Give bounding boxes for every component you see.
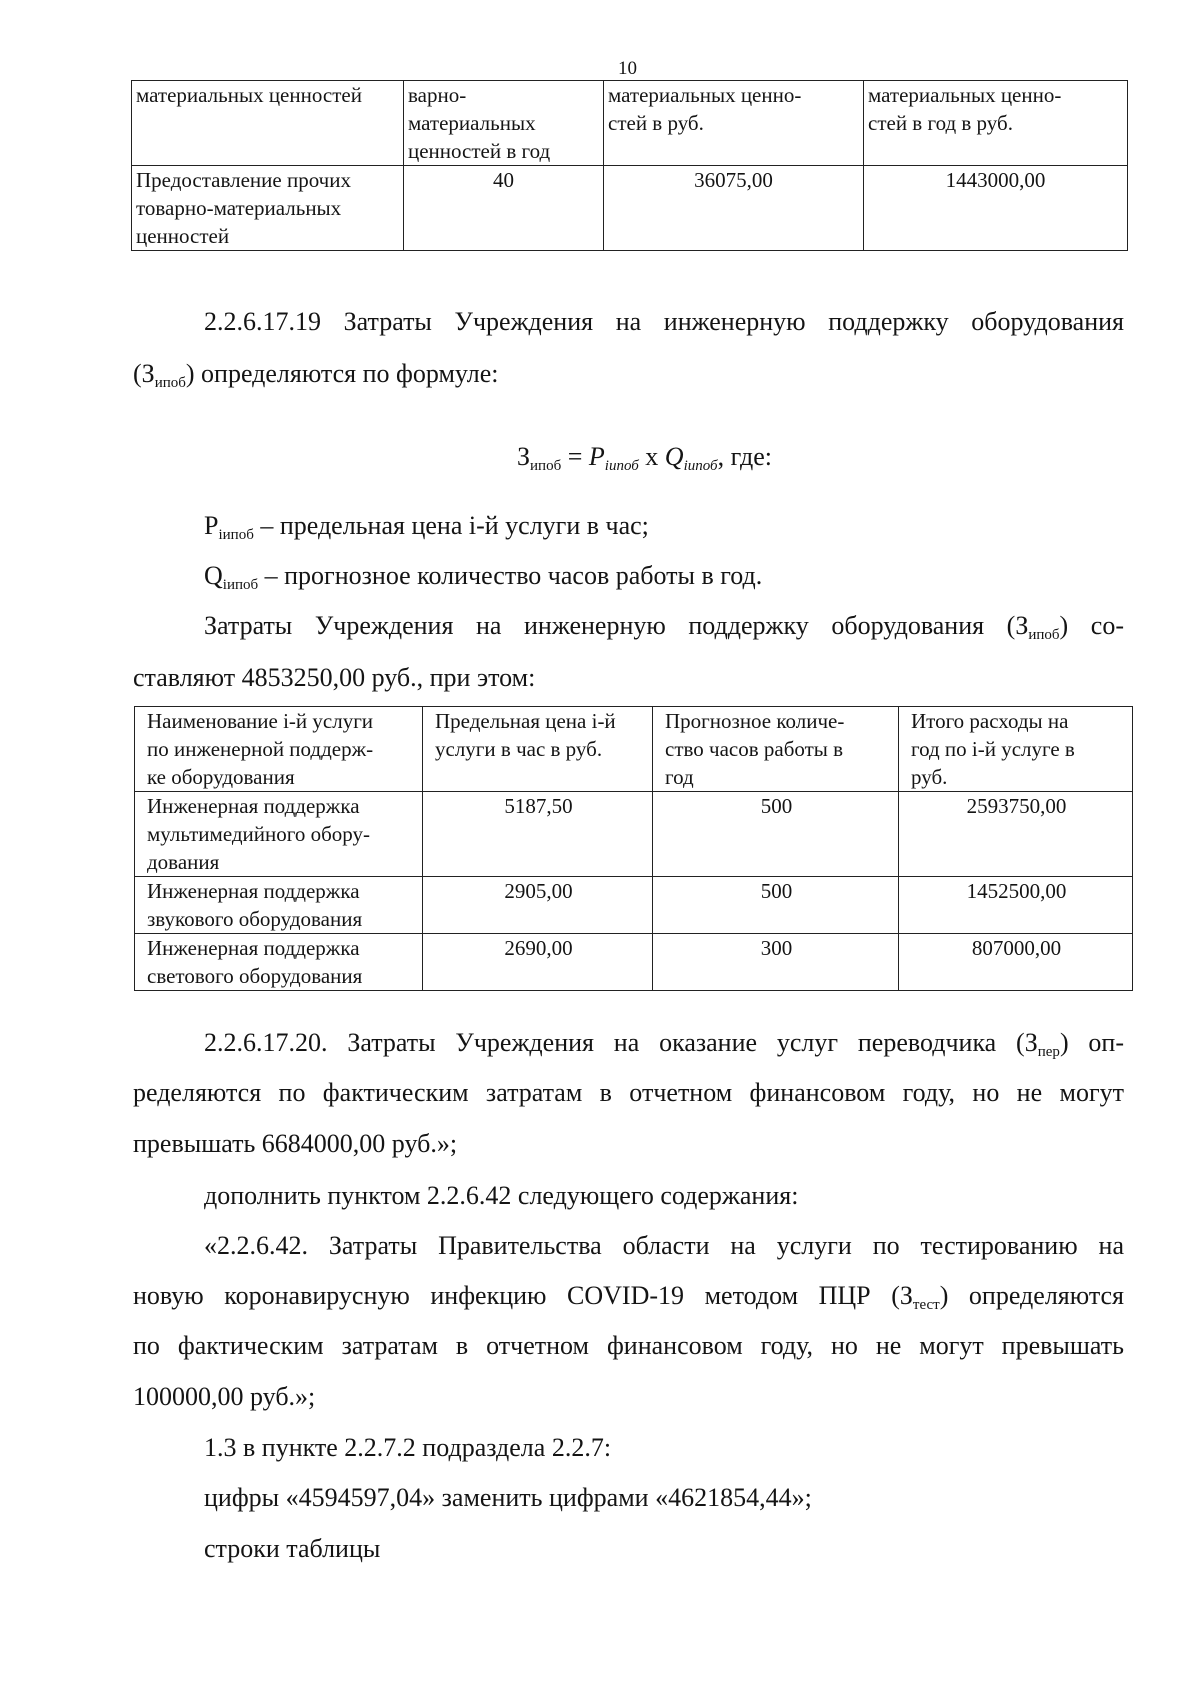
table-cell: 2905,00: [423, 877, 653, 934]
table-row: [132, 81, 1128, 166]
table-header-cell: Итого расходы на год по i-й услуге в руб.: [899, 707, 1133, 792]
formula: $З_{ипоб} = P_{iипоб}$ x $Q_{iипоб}$, где:: [517, 442, 772, 474]
materials-table: [131, 80, 1128, 251]
table-row: [135, 877, 1133, 934]
table-cell: Предоставление прочих товарно-материальных ценностей: [132, 166, 404, 251]
section-20-line-2: ределяются по фактическим затратам в отчетном финансовом году, но не могут: [133, 1078, 1124, 1107]
table-cell: Инженерная поддержка мультимедийного обору- дования: [135, 792, 423, 877]
table-cell: материальных ценно- стей в год в руб.: [864, 81, 1128, 166]
table-cell: материальных ценностей: [132, 81, 404, 166]
section-42-line-3: по фактическим затратам в отчетном финансовом году, но не могут превышать: [133, 1331, 1124, 1360]
table-cell: варно- материальных ценностей в год: [404, 81, 604, 166]
table-cell: 807000,00: [899, 934, 1133, 991]
item-1-3: 1.3 в пункте 2.2.7.2 подраздела 2.2.7:: [204, 1433, 612, 1462]
table-cell: 1452500,00: [899, 877, 1133, 934]
section-42-line-4: 100000,00 руб.»;: [133, 1382, 316, 1411]
section-19-line-1: 2.2.6.17.19 Затраты Учреждения на инженерную поддержку оборудования: [204, 307, 1124, 336]
table-row: [132, 166, 1128, 251]
engineering-support-table: [134, 706, 1133, 991]
section-19-line-2: $(З_{ипоб})$ определяются по формуле:: [133, 359, 499, 391]
rows-line: строки таблицы: [204, 1534, 381, 1563]
section-20-line-1: 2.2.6.17.20. Затраты Учреждения на оказание услуг переводчика $(З_{пер})$ оп-: [204, 1028, 1124, 1060]
section-20-line-3: превышать 6684000,00 руб.»;: [133, 1129, 458, 1158]
table-header-cell: Наименование i-й услуги по инженерной поддерж- ке оборудования: [135, 707, 423, 792]
table-cell: 2690,00: [423, 934, 653, 991]
table-row: [135, 792, 1133, 877]
table-cell: 500: [653, 877, 899, 934]
total-paragraph-line-2: ставляют 4853250,00 руб., при этом:: [133, 663, 536, 692]
table-cell: 2593750,00: [899, 792, 1133, 877]
add-point-line: дополнить пунктом 2.2.6.42 следующего содержания:: [204, 1181, 799, 1210]
table-row: [135, 934, 1133, 991]
replace-line: цифры «4594597,04» заменить цифрами «4621854,44»;: [204, 1483, 812, 1512]
table-cell: 40: [404, 166, 604, 251]
table-header-row: [135, 707, 1133, 792]
table-cell: Инженерная поддержка звукового оборудования: [135, 877, 423, 934]
section-42-line-1: «2.2.6.42. Затраты Правительства области на услуги по тестированию на: [204, 1231, 1124, 1260]
total-paragraph-line-1: Затраты Учреждения на инженерную поддержку оборудования $(З_{ипоб})$ со-: [204, 611, 1124, 643]
table-cell: 36075,00: [604, 166, 864, 251]
definition-quantity: $Q_{iипоб}$ – прогнозное количество часов работы в год.: [204, 561, 763, 593]
table-cell: материальных ценно- стей в руб.: [604, 81, 864, 166]
table-cell: 500: [653, 792, 899, 877]
section-42-line-2: новую коронавирусную инфекцию COVID-19 методом ПЦР $(З_{тест})$ определяются: [133, 1281, 1125, 1313]
table-cell: 1443000,00: [864, 166, 1128, 251]
table-header-cell: Прогнозное количе- ство часов работы в год: [653, 707, 899, 792]
table-header-cell: Предельная цена i-й услуги в час в руб.: [423, 707, 653, 792]
table-cell: 300: [653, 934, 899, 991]
page-number: 10: [618, 58, 637, 79]
definition-price: $P_{iипоб}$ – предельная цена i-й услуги в час;: [204, 511, 649, 543]
table-cell: Инженерная поддержка светового оборудования: [135, 934, 423, 991]
table-cell: 5187,50: [423, 792, 653, 877]
